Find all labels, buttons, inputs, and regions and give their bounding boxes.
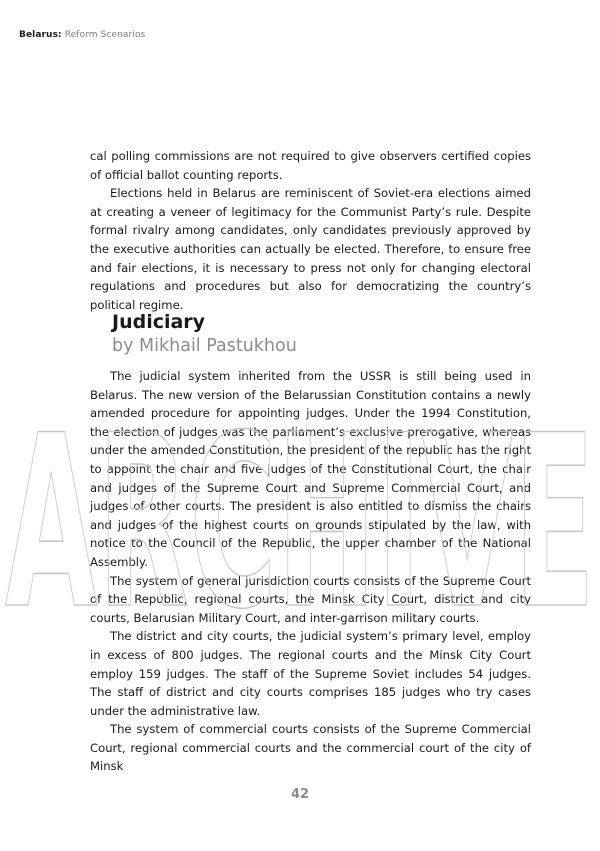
paragraph-commercial-courts: The system of commercial courts consists of the Supreme Commercial Court, regional commercial courts and the commercial court of the city of Minsk [90,722,531,774]
paragraph-general-jurisdiction: The system of general jurisdiction courts consists of the Supreme Court of the Republic, regional courts, the Minsk City Court, district and city courts, Belarusian Military Court, and inter-garrison military courts. [90,573,531,625]
section-author: by Mikhail Pastukhou [112,336,297,356]
running-header [19,30,145,40]
paragraph-continuation: cal polling commissions are not required to give observers certified copies of official ballot counting reports. [90,149,531,182]
paragraph-elections: Elections held in Belarus are reminiscent of Soviet-era elections aimed at creating a veneer of legitimacy for the Communist Party’s rule. Despite formal rivalry among candidates, only candidates previously approved by the executive authorities can actually be elected. Therefore, to ensure free and fair elections, it is necessary to press not only for changing electoral regulations and procedures but also for democratizing the country’s political regime. [90,186,531,312]
watermark-text: ARCHIVE [5,385,595,662]
header-book-title: Belarus: [19,30,62,40]
intro-text-block [90,147,531,314]
header-subtitle: Reform Scenarios [64,30,146,40]
section-title: Judiciary [112,311,206,333]
paragraph-district-courts: The district and city courts, the judicial system’s primary level, employ in excess of 800 judges. The regional courts and the Minsk City Court employ 159 judges. The staff of the Supreme Soviet includes 54 judges. The staff of district and city courts comprises 185 judges who try cases under the administrative law. [90,629,531,718]
paragraph-judicial-system: The judicial system inherited from the USSR is still being used in Belarus. The new version of the Belarussian Constitution contains a newly amended procedure for appointing judges. Under the 1994 Constitution, the election of judges was the parliament’s exclusive prerogative, whereas under the amended Constitution, the president of the republic has the right to appoint the chair and five judges of the Constitutional Court, the chair and judges of the Supreme Court and Supreme Commercial Court, and judges of other courts. The president is also entitled to dismiss the chairs and judges of the highest courts on grounds stipulated by the law, with notice to the Council of the Republic, the upper chamber of the National Assembly. [90,369,531,569]
page-number: 42 [290,787,310,802]
judiciary-text-block [90,367,531,776]
